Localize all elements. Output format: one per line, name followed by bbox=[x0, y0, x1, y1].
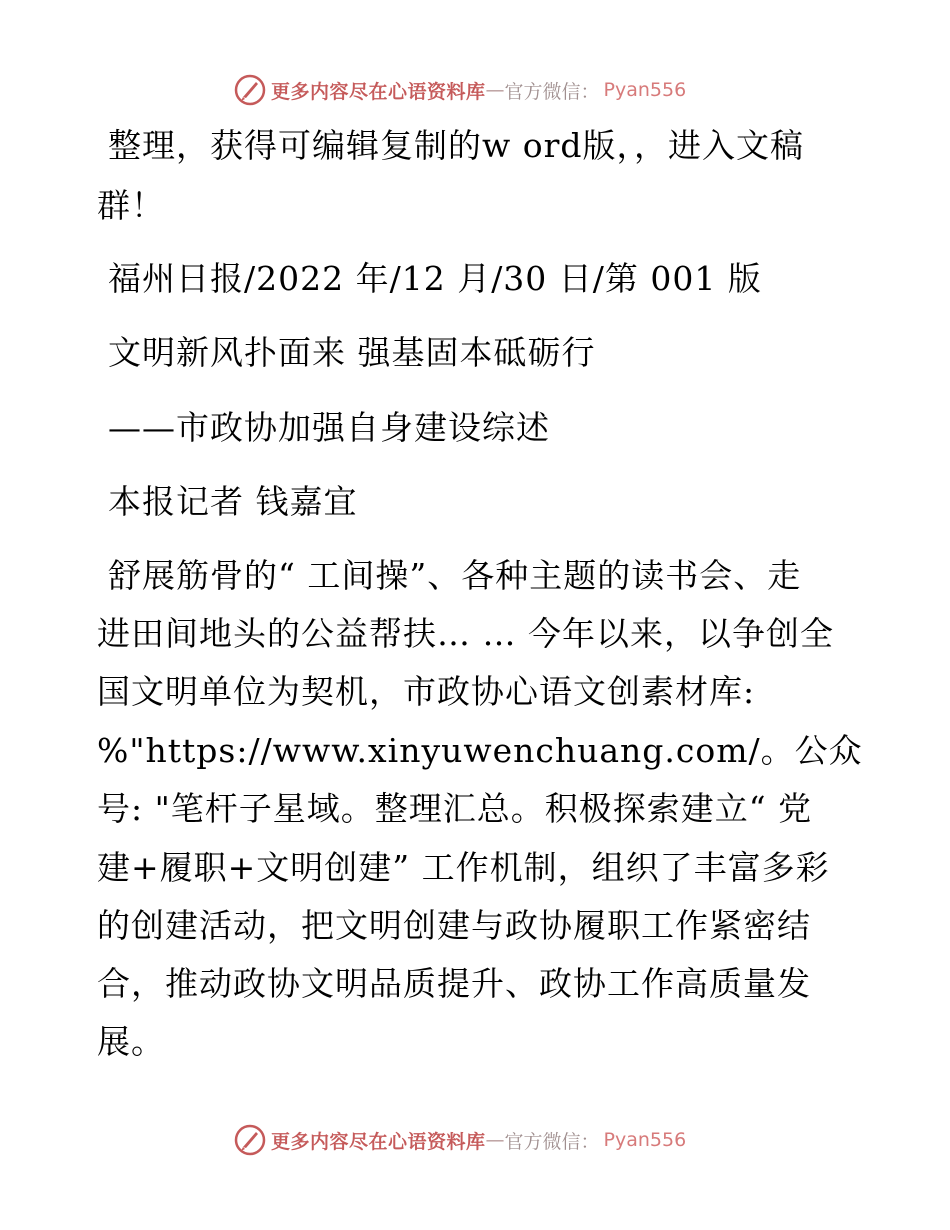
headline: 文明新风扑面来 强基固本砥砺行 bbox=[108, 333, 596, 372]
body-line: 展。 bbox=[97, 1022, 165, 1061]
subheadline: ——市政协加强自身建设综述 bbox=[108, 408, 550, 447]
footer-watermark bbox=[234, 1123, 686, 1157]
intro-line-1: 整理，获得可编辑复制的w ord版，，进入文稿 bbox=[108, 126, 805, 165]
body-line: 进田间地头的公益帮扶… … 今年以来，以争创全 bbox=[97, 614, 834, 653]
quill-logo-icon bbox=[234, 74, 266, 106]
intro-line-2: 群！ bbox=[97, 186, 165, 225]
body-line: 的创建活动，把文明创建与政协履职工作紧密结 bbox=[97, 906, 811, 945]
watermark-official-label: 官方微信： bbox=[504, 1130, 600, 1153]
body-line: 号: "笔杆子星域。整理汇总。积极探索建立“ 党 bbox=[97, 789, 813, 828]
quill-logo-icon bbox=[234, 1124, 266, 1156]
watermark-text: 更多内容尽在心语资料库 bbox=[271, 80, 486, 103]
body-line: 国文明单位为契机，市政协心语文创素材库: bbox=[97, 672, 756, 711]
watermark-separator: — bbox=[485, 79, 505, 101]
source-line: 福州日报/2022 年/12 月/30 日/第 001 版 bbox=[108, 259, 762, 298]
header-watermark bbox=[234, 73, 686, 107]
watermark-separator: — bbox=[485, 1129, 505, 1151]
watermark-wechat-id: Pyan556 bbox=[603, 79, 687, 101]
body-line: %"https://www.xinyuwenchuang.com/。公众 bbox=[97, 731, 863, 770]
watermark-text: 更多内容尽在心语资料库 bbox=[271, 1130, 486, 1153]
byline: 本报记者 钱嘉宜 bbox=[108, 482, 358, 521]
body-line: 建+履职+文明创建” 工作机制，组织了丰富多彩 bbox=[97, 848, 830, 887]
watermark-official-label: 官方微信： bbox=[504, 80, 600, 103]
body-line: 舒展筋骨的“ 工间操”、各种主题的读书会、走 bbox=[108, 556, 802, 595]
watermark-wechat-id: Pyan556 bbox=[603, 1129, 687, 1151]
body-line: 合，推动政协文明品质提升、政协工作高质量发 bbox=[97, 964, 811, 1003]
